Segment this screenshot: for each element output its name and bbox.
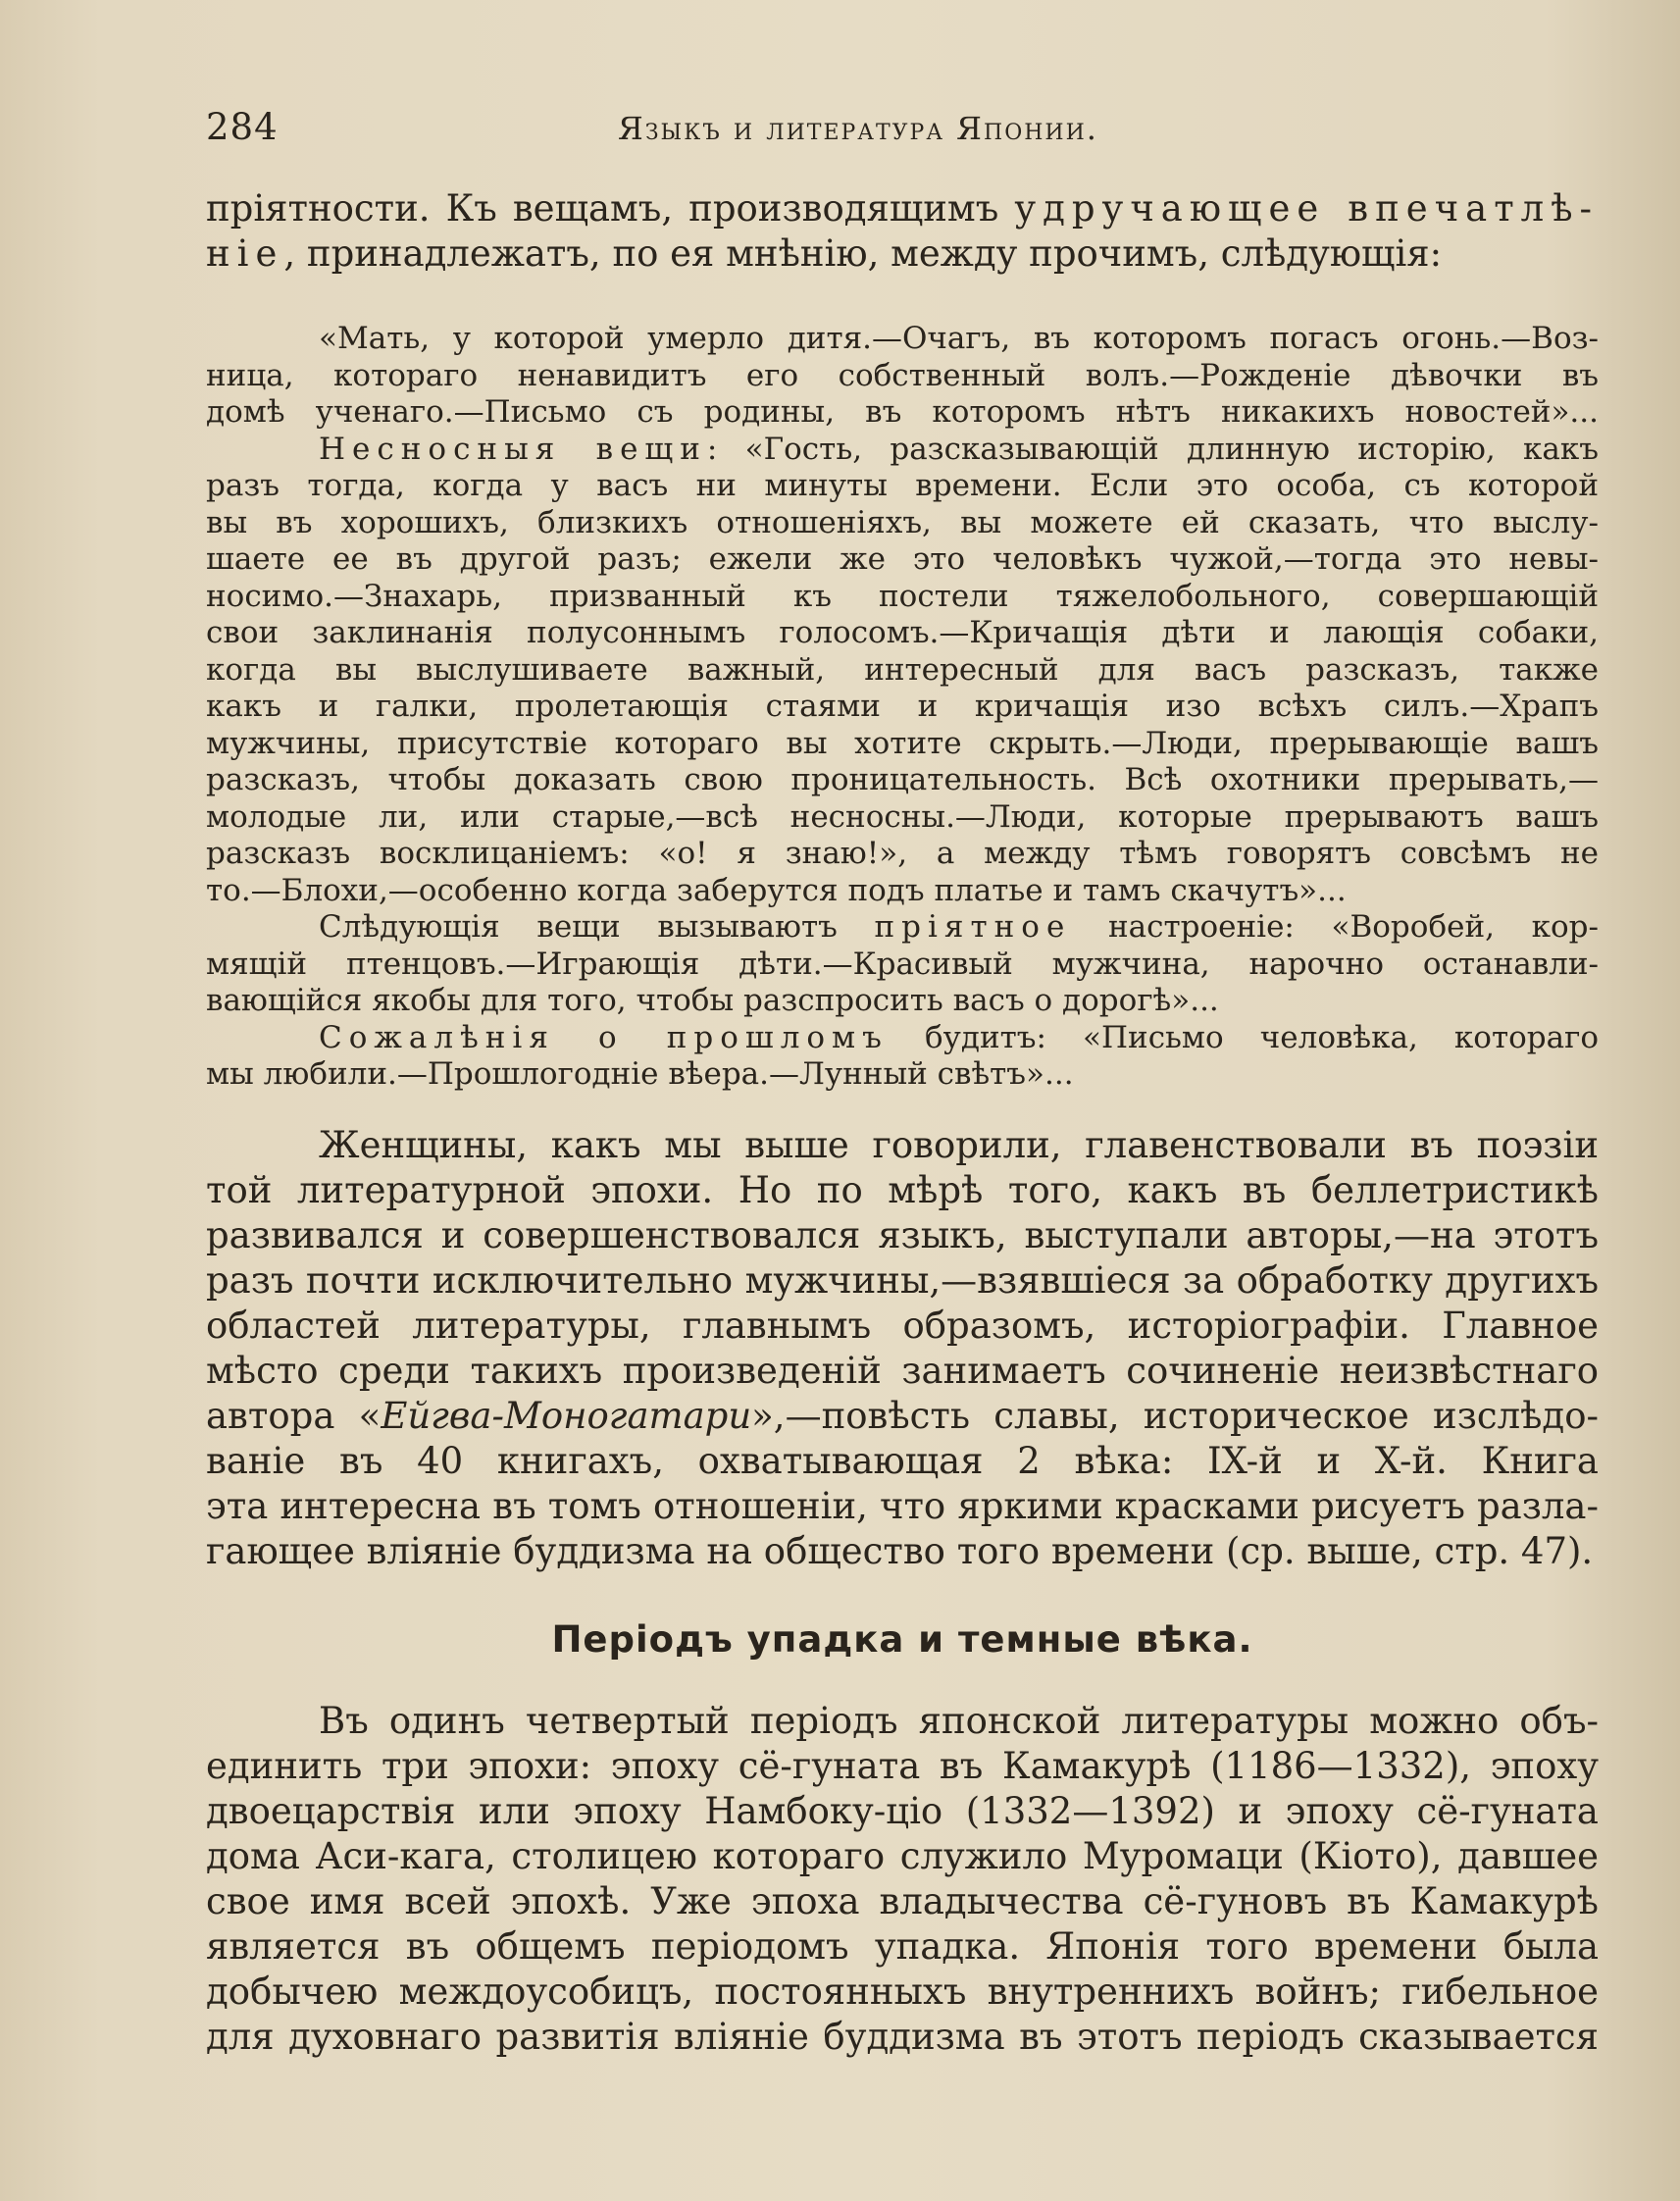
text-line: гающее вліяніе буддизма на общество того времени (ср. выше, стр. 47). [206,1530,1594,1572]
quote-line: то.—Блохи,—особенно когда заберутся подъ платье и тамъ скачутъ»... [206,872,1347,908]
text-line: является въ общемъ періодомъ упадка. Японія того времени была [206,1925,1599,1968]
quote-line: шаете ее въ другой разъ; ежели же это человѣкъ чужой,—тогда это невы- [206,541,1599,577]
text-line: для духовнаго развитія вліяніе буддизма въ этотъ періодъ сказывается [206,2016,1599,2058]
quote-line: ница, котораго ненавидитъ его собственный волъ.—Рожденіе дѣвочки въ [206,357,1599,393]
quote-line: мящій птенцовъ.—Играющія дѣти.—Красивый мужчина, нарочно останавли- [206,946,1599,982]
quote-line: мужчины, присутствіе котораго вы хотите скрыть.—Люди, прерывающіе вашъ [206,725,1599,761]
text-line: единить три эпохи: эпоху сё-гуната въ Камакурѣ (1186—1332), эпоху [206,1745,1599,1787]
text-line: Въ одинъ четвертый періодъ японской литературы можно объ- [319,1700,1599,1742]
text-line: двоецарствія или эпоху Намбоку-ціо (1332—1392) и эпоху сё-гуната [206,1790,1599,1832]
body-paragraph-1 [206,1123,1599,1574]
quote-line: когда вы выслушиваете важный, интересный для васъ разсказъ, также [206,651,1599,688]
text-line: развивался и совершенствовался языкъ, выступали авторы,—на этотъ [206,1214,1599,1256]
quote-line: какъ и галки, пролетающія стаями и кричащія изо всѣхъ силъ.—Храпъ [206,689,1599,724]
text-line: дома Аси-кага, столицею котораго служило Муромаци (Кіото), давшее [206,1835,1599,1877]
page-number: 284 [206,106,279,148]
text-line: свое имя всей эпохѣ. Уже эпоха владычества сё-гуновъ въ Камакурѣ [206,1880,1599,1922]
page-header [206,106,1510,165]
quote-line: вающійся якобы для того, чтобы разспросить васъ о дорогѣ»... [206,983,1219,1018]
quote-line: Сожалѣнія о прошломъ будитъ: «Письмо человѣка, котораго [319,1019,1599,1055]
text-line: эта интересна въ томъ отношеніи, что яркими красками рисуетъ разла- [206,1485,1599,1527]
text-line: областей литературы, главнымъ образомъ, исторіографіи. Главное [206,1305,1599,1347]
quote-line: «Мать, у которой умерло дитя.—Очагъ, въ которомъ погасъ огонь.—Воз- [319,321,1599,356]
quote-line: Слѣдующія вещи вызываютъ пріятное настроеніе: «Воробей, кор- [319,909,1599,945]
quote-line: мы любили.—Прошлогодніе вѣера.—Лунный свѣтъ»... [206,1056,1074,1092]
quote-line: свои заклинанія полусоннымъ голосомъ.—Кричащія дѣти и лающія собаки, [206,615,1599,650]
text-line: ніе, принадлежатъ, по ея мнѣнію, между прочимъ, слѣдующія: [206,232,1443,275]
text-line: автора «Ейгва-Моногатари»,—повѣсть славы, историческое изслѣдо- [206,1395,1599,1437]
quote-line: разъ тогда, когда у васъ ни минуты времени. Если это особа, съ которой [206,468,1599,503]
quote-line: молодые ли, или старые,—всѣ несносны.—Люди, которые прерываютъ вашъ [206,798,1599,835]
body-paragraph-2 [206,1699,1599,2060]
text-line: пріятности. Къ вещамъ, производящимъ удручающее впечатлѣ- [206,187,1600,230]
text-line: ваніе въ 40 книгахъ, охватывающая 2 вѣка: IX-й и X-й. Книга [206,1440,1599,1482]
text-line: разъ почти исключительно мужчины,—взявшіеся за обработку другихъ [206,1259,1599,1302]
text-line: той литературной эпохи. Но по мѣрѣ того, какъ въ беллетристикѣ [206,1169,1599,1211]
text-line: мѣсто среди такихъ произведеній занимаетъ сочиненіе неизвѣстнаго [206,1350,1599,1392]
text-line: Женщины, какъ мы выше говорили, главенствовали въ поэзіи [319,1124,1599,1166]
quote-line: разсказъ восклицаніемъ: «о! я знаю!», а между тѣмъ говорятъ совсѣмъ не [206,836,1599,871]
text-line: добычею междоусобицъ, постоянныхъ внутреннихъ войнъ; гибельное [206,1971,1599,2013]
quote-line: разсказъ, чтобы доказать свою проницательность. Всѣ охотники прерывать,— [206,762,1599,797]
intro-paragraph [206,186,1599,277]
quote-line: вы въ хорошихъ, близкихъ отношеніяхъ, вы можете ей сказать, что выслу- [206,504,1599,540]
section-heading: Періодъ упадка и темные вѣка. [551,1618,1253,1661]
running-title: Языкъ и литература Японии. [618,110,1098,147]
quote-line: носимо.—Знахарь, призванный къ постели тяжелобольного, совершающій [206,578,1599,614]
quotation-block [206,321,1599,1094]
quote-line: домѣ ученаго.—Письмо съ родины, въ которомъ нѣтъ никакихъ новостей»... [206,394,1599,430]
quote-line: Несносныя вещи: «Гость, разсказывающій длинную исторію, какъ [319,431,1599,467]
